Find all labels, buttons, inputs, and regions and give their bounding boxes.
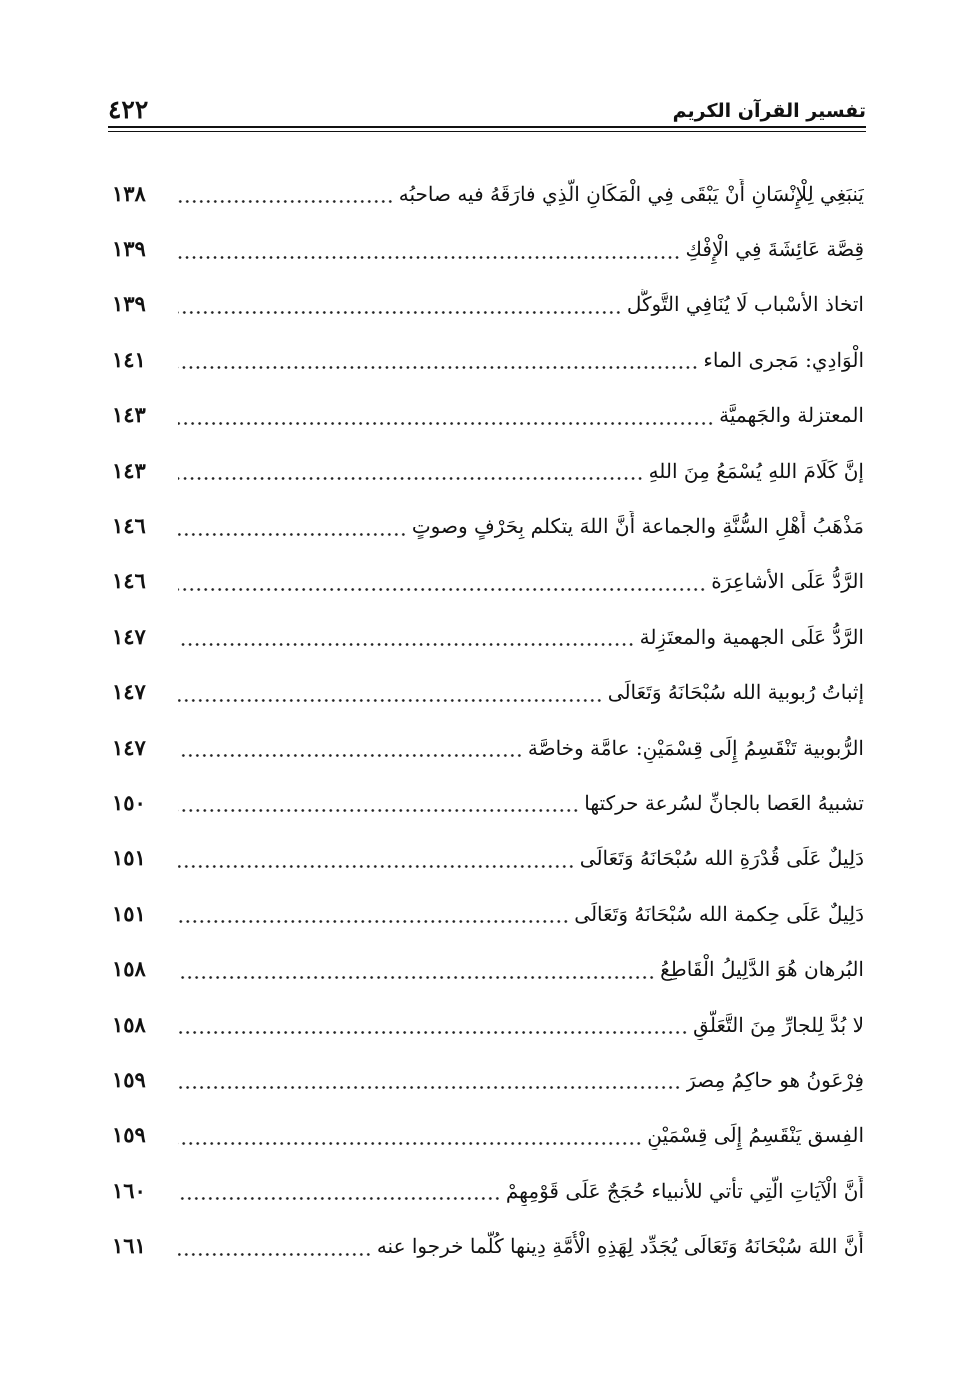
dot-leader xyxy=(178,754,523,757)
dot-leader xyxy=(178,311,622,314)
dot-leader xyxy=(178,1031,688,1034)
toc-entry-page: ١٤٣ xyxy=(112,402,146,428)
toc-entry-page: ١٣٩ xyxy=(112,291,146,317)
page-header xyxy=(108,88,866,124)
toc-entry xyxy=(112,1163,864,1218)
dot-leader xyxy=(178,643,635,646)
dot-leader xyxy=(178,699,603,702)
toc-entry xyxy=(112,221,864,276)
toc-entry xyxy=(112,332,864,387)
dot-leader xyxy=(178,1086,681,1089)
toc-entry-title: الفِسق يَنْقَسِمُ إِلَى قِسْمَيْنِ xyxy=(647,1123,864,1148)
dot-leader xyxy=(178,366,698,369)
toc-entry-title: إنَّ كَلَامَ اللهِ يُسْمَعُ مِنَ اللهِ xyxy=(648,458,864,483)
header-rule-thick xyxy=(108,126,866,128)
toc-entry-page: ١٥٩ xyxy=(112,1122,146,1148)
toc-entry-page: ١٥١ xyxy=(112,845,146,871)
toc-entry xyxy=(112,498,864,553)
toc-entry-title: الرُّبوبية تَنْقَسِمُ إِلَى قِسْمَيْنِ: عامَّة وخاصَّة xyxy=(527,735,864,760)
toc-entry xyxy=(112,997,864,1052)
toc-entry xyxy=(112,277,864,332)
toc-entry-page: ١٥٨ xyxy=(112,1011,146,1037)
toc-entry-page: ١٤٧ xyxy=(112,623,146,649)
dot-leader xyxy=(178,477,644,480)
toc-entry-title: لا بُدَّ لِلجارِّ مِنَ التَّعَلُّقِ xyxy=(693,1012,864,1037)
toc-entry-page: ١٦١ xyxy=(112,1233,146,1259)
toc-entry-title: تشبيهُ العَصا بالجانِّ لسُرعة حركتها xyxy=(584,790,864,815)
toc-entry-page: ١٤٧ xyxy=(112,734,146,760)
toc-entry-title: أَنَّ الْآيَاتِ الَّتِي تأتي للأنبياء حُجَجٌ عَلَى قَوْمِهِمْ xyxy=(505,1178,864,1203)
toc-entry xyxy=(112,720,864,775)
dot-leader xyxy=(178,1253,372,1256)
toc-entry-page: ١٥٠ xyxy=(112,789,146,815)
toc-entry-title: البُرهان هُوَ الدَّلِيلُ الْقَاطِعُ xyxy=(660,957,864,982)
toc-entry-title: مَذْهَبُ أَهْلِ السُّنَّةِ والجماعة أَنَّ اللهَ يتكلم بِحَرْفٍ وصوتٍ xyxy=(411,514,864,539)
toc-entry xyxy=(112,1218,864,1273)
dot-leader xyxy=(178,422,714,425)
toc-entry-page: ١٣٨ xyxy=(112,180,146,206)
running-book-title: تفسير القرآن الكريم xyxy=(672,100,866,122)
toc-entry xyxy=(112,166,864,221)
dot-leader xyxy=(178,809,579,812)
dot-leader xyxy=(178,976,655,979)
toc-entry-title: الرَّدُّ عَلَى الأشاعِرَة xyxy=(711,569,864,594)
toc-entry xyxy=(112,831,864,886)
toc-entry xyxy=(112,775,864,830)
toc-entry-title: اتخاذ الأسْباب لَا يُنَافِي التَّوكُّل xyxy=(626,292,864,317)
toc-entry-title: دَلِيلٌ عَلَى حِكمة الله سُبْحَانَهُ وَتَعَالَى xyxy=(574,901,864,926)
toc-entry-page: ١٦٠ xyxy=(112,1177,146,1203)
dot-leader xyxy=(178,1142,642,1145)
toc-entry xyxy=(112,554,864,609)
toc-entry-page: ١٤٦ xyxy=(112,568,146,594)
table-of-contents xyxy=(112,166,864,1274)
toc-entry xyxy=(112,1052,864,1107)
toc-entry xyxy=(112,941,864,996)
header-rule-thin xyxy=(108,131,866,132)
toc-entry xyxy=(112,886,864,941)
toc-entry-page: ١٤٧ xyxy=(112,679,146,705)
toc-entry-title: قِصَّة عَائِشَةَ فِي الْإِفْكِ xyxy=(685,237,864,262)
toc-entry-page: ١٥١ xyxy=(112,900,146,926)
toc-entry-page: ١٤١ xyxy=(112,346,146,372)
page-number: ٤٢٢ xyxy=(108,95,149,124)
dot-leader xyxy=(178,200,394,203)
dot-leader xyxy=(178,533,407,536)
dot-leader xyxy=(178,920,569,923)
toc-entry-title: فِرْعَونُ هو حاكِمُ مِصرَ xyxy=(686,1067,864,1092)
dot-leader xyxy=(178,865,575,868)
toc-entry-title: دَلِيلٌ عَلَى قُدْرَةِ الله سُبْحَانَهُ وَتَعَالَى xyxy=(579,846,864,871)
toc-entry-page: ١٤٣ xyxy=(112,457,146,483)
toc-entry-page: ١٥٨ xyxy=(112,956,146,982)
dot-leader xyxy=(178,588,706,591)
toc-entry-title: المعتزلة والجَهميَّة xyxy=(719,403,864,428)
toc-entry xyxy=(112,388,864,443)
toc-entry xyxy=(112,609,864,664)
toc-entry xyxy=(112,665,864,720)
toc-entry xyxy=(112,1108,864,1163)
dot-leader xyxy=(178,1197,501,1200)
toc-entry-page: ١٥٩ xyxy=(112,1066,146,1092)
toc-entry-title: الرَّدُّ عَلَى الجهمية والمعتَزِلة xyxy=(639,624,864,649)
toc-entry-title: يَنبَغِي لِلْإِنْسَانِ أَنْ يَبْقَى فِي الْمَكَانِ الَّذِي فارَقَهُ فيه صاحبُه xyxy=(398,181,864,206)
dot-leader xyxy=(178,256,681,259)
toc-entry-title: إثباتُ رُبوبية الله سُبْحَانَهُ وَتَعَالَى xyxy=(607,680,864,705)
toc-entry-title: أَنَّ اللهَ سُبْحَانَهُ وَتَعَالَى يُجَدِّد لِهَذِهِ الْأُمَّةِ دِينها كُلَّما خرجوا عنه xyxy=(376,1234,864,1259)
toc-entry xyxy=(112,443,864,498)
toc-entry-page: ١٣٩ xyxy=(112,236,146,262)
toc-entry-page: ١٤٦ xyxy=(112,513,146,539)
toc-entry-title: الْوَادِي: مَجرى الماء xyxy=(703,347,864,372)
